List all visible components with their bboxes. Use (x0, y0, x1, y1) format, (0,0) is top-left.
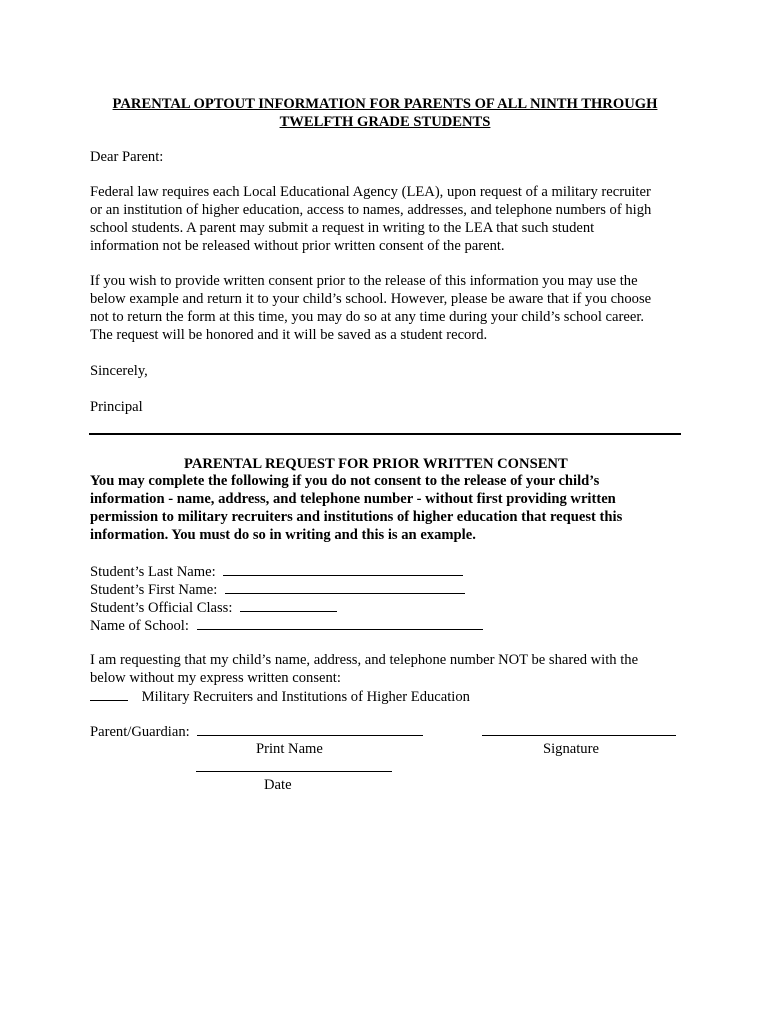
paragraph-2-line-3: not to return the form at this time, you may do so at any time during your child’s school career. (90, 309, 645, 325)
notice-title-line-1: PARENTAL OPTOUT INFORMATION FOR PARENTS OF ALL NINTH THROUGH (112, 96, 658, 112)
date-caption: Date (264, 777, 292, 793)
request-line-2: below without my express written consent: (90, 670, 341, 686)
consent-intro-line-3: permission to military recruiters and institutions of higher education that request this (90, 509, 623, 525)
signature-caption: Signature (543, 741, 599, 757)
paragraph-1-line-1: Federal law requires each Local Educational Agency (LEA), upon request of a military recruiter (90, 184, 651, 200)
military-recruiters-checkbox[interactable] (90, 687, 128, 701)
first-name-field[interactable] (225, 580, 465, 594)
checkbox-row (90, 687, 470, 706)
paragraph-2-line-2: below example and return it to your child’s school. However, please be aware that if you choose (90, 291, 652, 307)
consent-intro-line-2: information - name, address, and telephone number - without first providing written (90, 491, 616, 507)
school-name-label: Name of School: (90, 618, 189, 634)
first-name-label: Student’s First Name: (90, 582, 218, 598)
signature-field[interactable] (482, 735, 676, 736)
school-name-field[interactable] (197, 616, 483, 630)
first-name-row (90, 580, 465, 599)
paragraph-1-line-4: information not be released without prior written consent of the parent. (90, 238, 505, 254)
section-divider (89, 433, 681, 435)
school-name-row (90, 616, 483, 635)
paragraph-1-line-2: or an institution of higher education, access to names, addresses, and telephone numbers of high (90, 202, 652, 218)
print-name-field[interactable] (197, 722, 423, 736)
official-class-label: Student’s Official Class: (90, 600, 233, 616)
consent-heading: PARENTAL REQUEST FOR PRIOR WRITTEN CONSENT (184, 456, 568, 472)
guardian-label: Parent/Guardian: (90, 724, 190, 740)
paragraph-2-line-1: If you wish to provide written consent prior to the release of this information you may use the (90, 273, 638, 289)
last-name-row (90, 562, 463, 581)
paragraph-1-line-3: school students. A parent may submit a request in writing to the LEA that such student (90, 220, 595, 236)
print-name-caption: Print Name (256, 741, 323, 757)
salutation: Dear Parent: (90, 149, 164, 165)
last-name-field[interactable] (223, 562, 463, 576)
paragraph-2-line-4: The request will be honored and it will be saved as a student record. (90, 327, 488, 343)
last-name-label: Student’s Last Name: (90, 564, 216, 580)
checkbox-label: Military Recruiters and Institutions of Higher Education (141, 689, 470, 705)
notice-title-line-2: TWELFTH GRADE STUDENTS (279, 114, 491, 130)
date-field[interactable] (196, 771, 392, 772)
consent-intro-line-1: You may complete the following if you do not consent to the release of your child’s (90, 473, 600, 489)
closing: Sincerely, (90, 363, 148, 379)
official-class-field[interactable] (240, 598, 337, 612)
request-line-1: I am requesting that my child’s name, address, and telephone number NOT be shared with the (90, 652, 639, 668)
official-class-row (90, 598, 337, 617)
consent-intro-line-4: information. You must do so in writing and this is an example. (90, 527, 476, 543)
signer: Principal (90, 399, 143, 415)
guardian-row (90, 722, 423, 741)
